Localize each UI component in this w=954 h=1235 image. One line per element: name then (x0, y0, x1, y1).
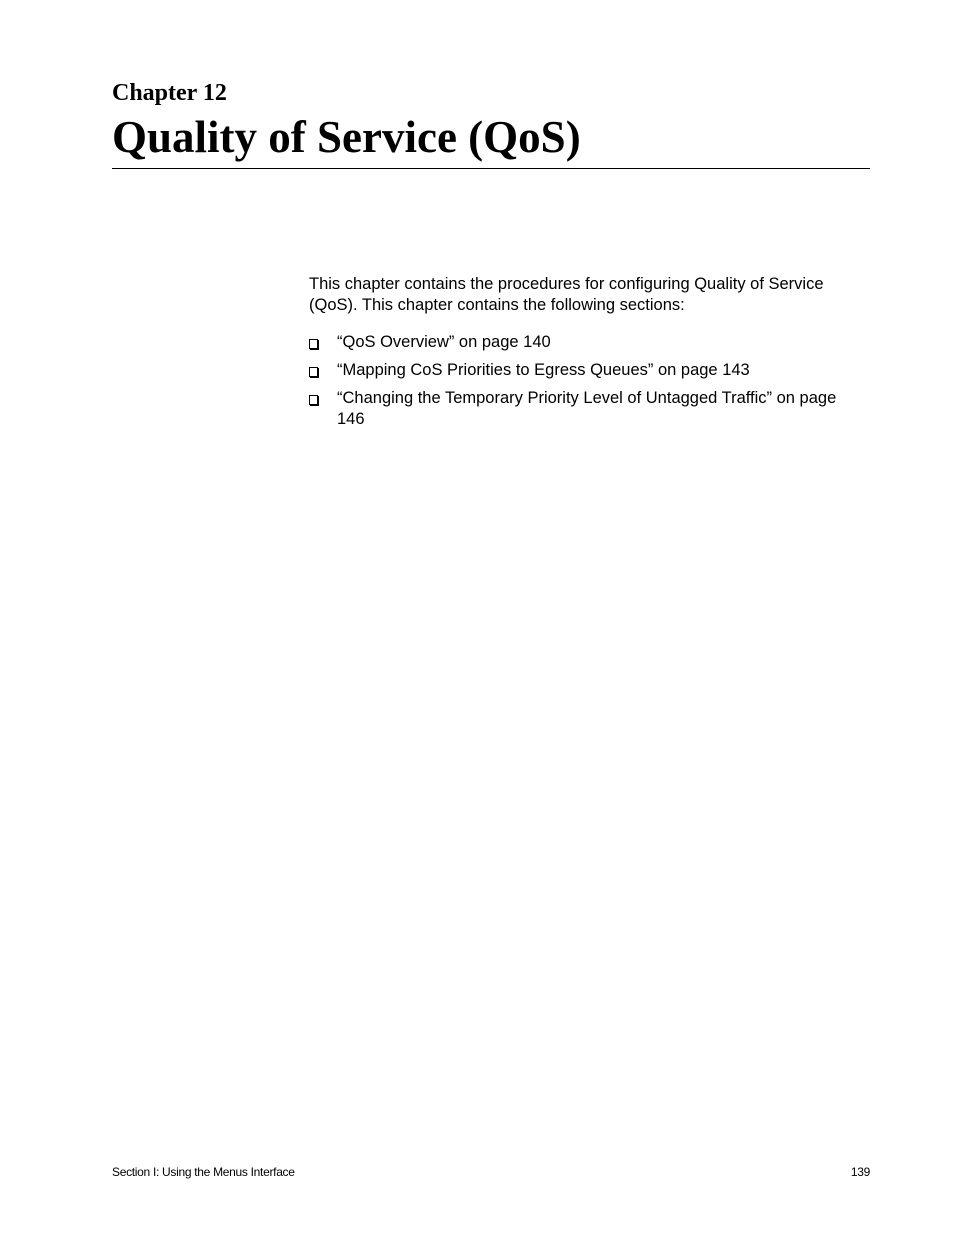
intro-paragraph: This chapter contains the procedures for configuring Quality of Service (QoS). This chapter contains the following sections: (309, 275, 824, 314)
checkbox-bullet-icon (309, 367, 318, 377)
section-reference: “Mapping CoS Priorities to Egress Queues” on page 143 (337, 361, 750, 379)
footer-page-number: 139 (850, 1165, 870, 1179)
checkbox-bullet-icon (309, 395, 318, 405)
list-item (309, 388, 854, 430)
footer-section-name: Section I: Using the Menus Interface (112, 1165, 295, 1179)
title-divider (112, 168, 870, 169)
section-reference: “Changing the Temporary Priority Level of Untagged Traffic” on page 146 (337, 389, 837, 428)
checkbox-bullet-icon (309, 339, 318, 349)
list-item (309, 332, 854, 353)
section-list (309, 332, 854, 437)
chapter-title: Quality of Service (QoS) (112, 112, 581, 162)
chapter-label: Chapter 12 (112, 80, 227, 106)
list-item (309, 360, 854, 381)
section-reference: “QoS Overview” on page 140 (337, 333, 551, 351)
